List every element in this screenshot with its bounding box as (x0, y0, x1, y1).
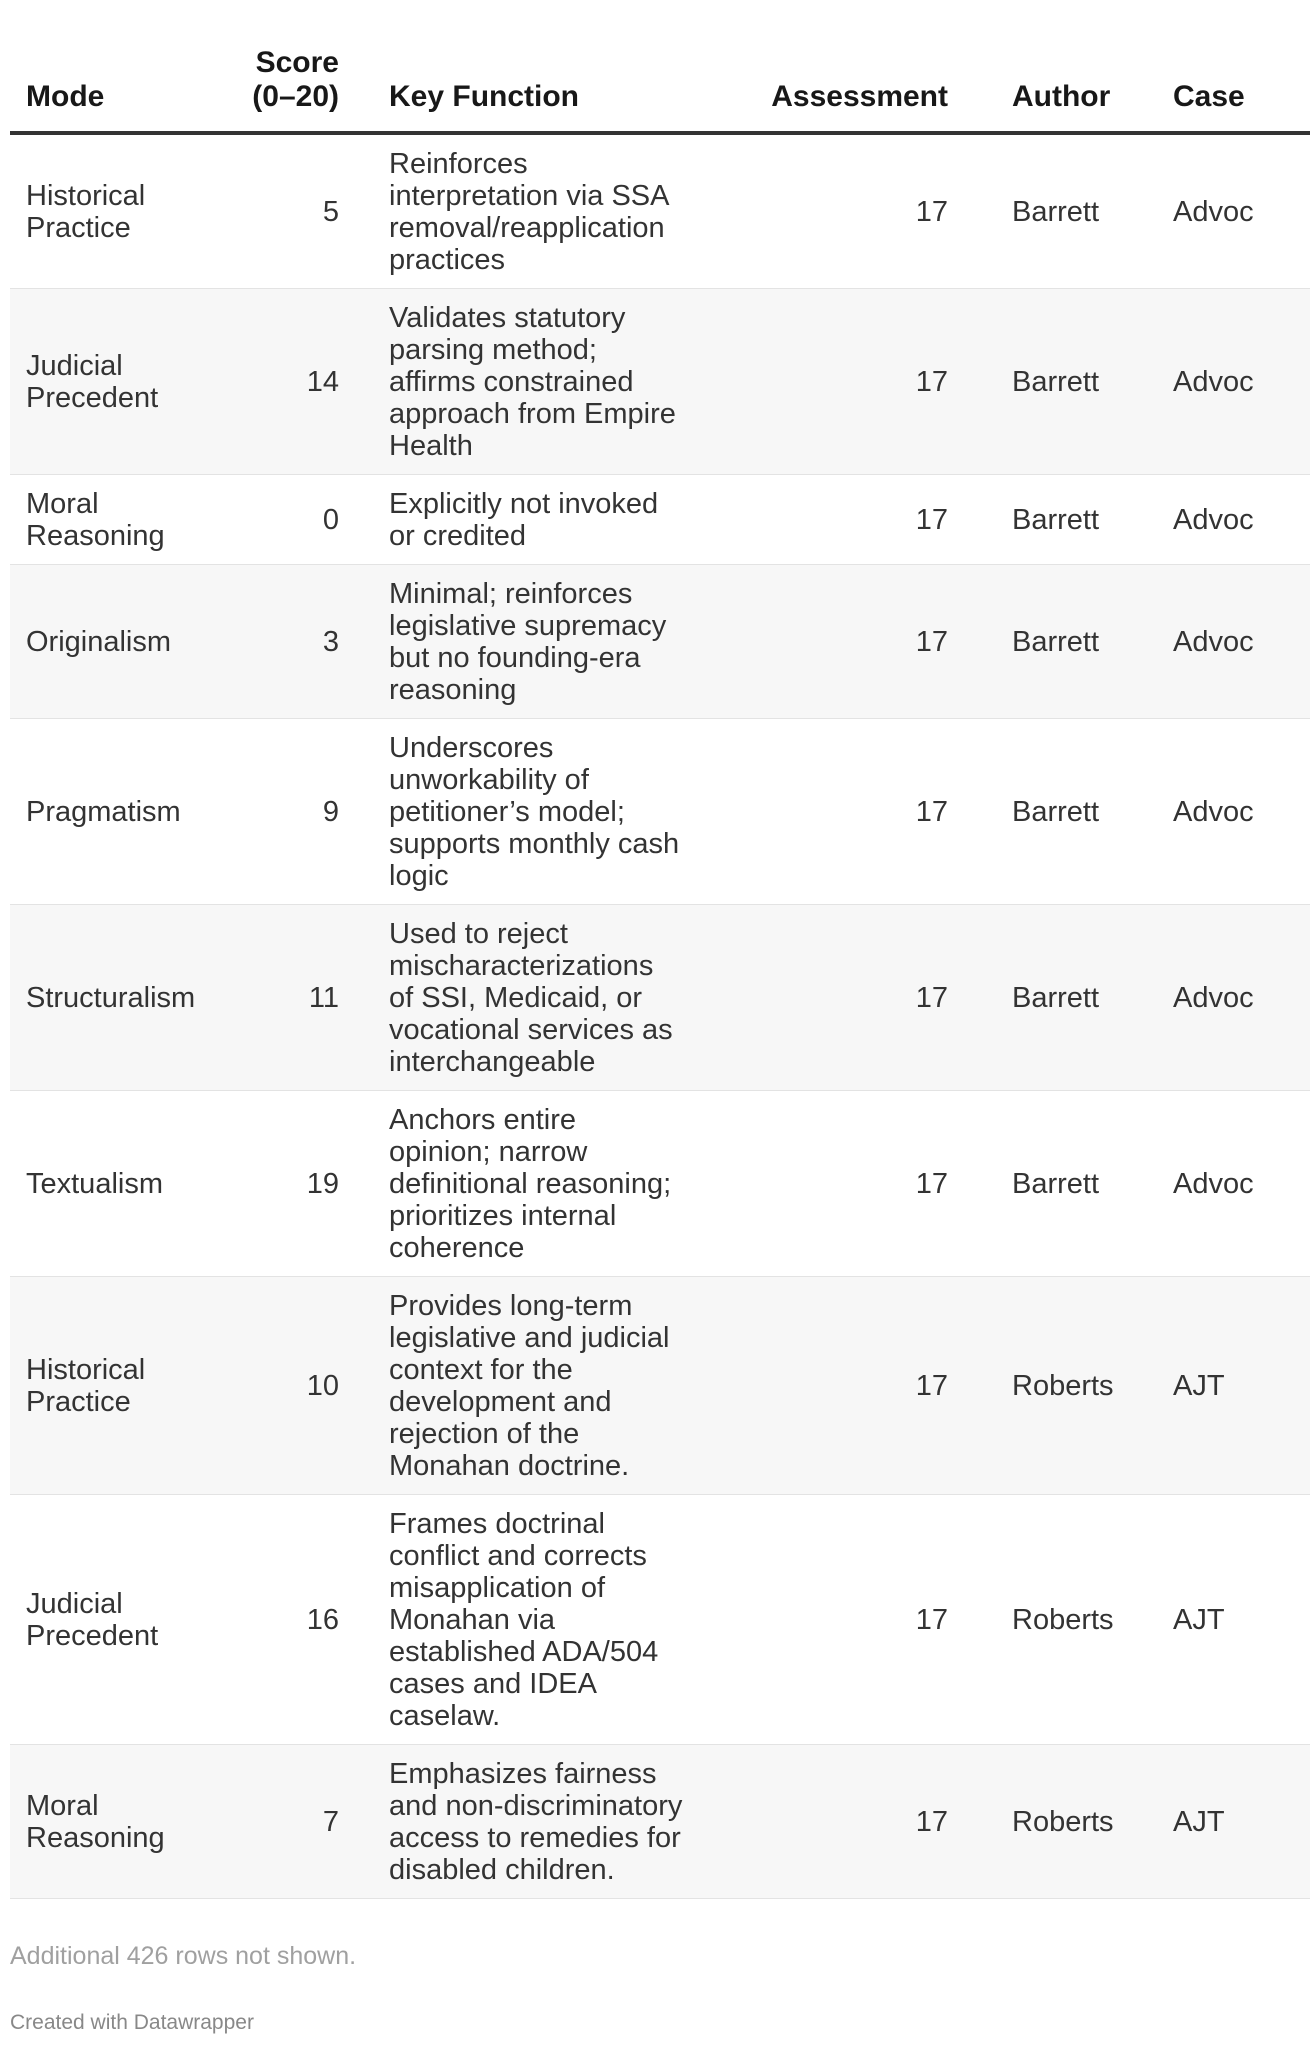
cell-key-function: Explicitly not invoked or credited (373, 475, 684, 565)
cell-author: Roberts (948, 1745, 1109, 1899)
cell-author: Roberts (948, 1277, 1109, 1495)
cell-assessment: 17 (684, 1745, 948, 1899)
cell-mode: Moral Reasoning (10, 1745, 229, 1899)
cell-case: Advoc (1109, 719, 1310, 905)
cell-mode: Judicial Precedent (10, 289, 229, 475)
table-row (10, 1495, 1310, 1745)
cell-key-function: Underscores unworkability of petitioner’s model; supports monthly cash logic (373, 719, 684, 905)
cell-author: Barrett (948, 719, 1109, 905)
cell-mode: Textualism (10, 1091, 229, 1277)
cell-score: 16 (229, 1495, 373, 1745)
cell-assessment: 17 (684, 475, 948, 565)
cell-key-function: Minimal; reinforces legislative supremacy but no founding-era reasoning (373, 565, 684, 719)
cell-key-function: Reinforces interpretation via SSA removal/reapplication practices (373, 133, 684, 289)
cell-mode: Moral Reasoning (10, 475, 229, 565)
cell-case: Advoc (1109, 1091, 1310, 1277)
cell-score: 9 (229, 719, 373, 905)
cell-score: 10 (229, 1277, 373, 1495)
cell-score: 7 (229, 1745, 373, 1899)
cell-score: 5 (229, 133, 373, 289)
table-row (10, 133, 1310, 289)
cell-author: Roberts (948, 1495, 1109, 1745)
cell-case: AJT (1109, 1495, 1310, 1745)
table-row (10, 719, 1310, 905)
header-score[interactable]: Score (0–20) (229, 0, 373, 133)
datawrapper-credit: Created with Datawrapper (10, 2011, 254, 2034)
table-row (10, 1745, 1310, 1899)
header-author[interactable]: Author (948, 0, 1109, 133)
cell-case: Advoc (1109, 905, 1310, 1091)
cell-case: AJT (1109, 1277, 1310, 1495)
cell-assessment: 17 (684, 1495, 948, 1745)
cell-author: Barrett (948, 133, 1109, 289)
cell-assessment: 17 (684, 1277, 948, 1495)
cell-case: Advoc (1109, 289, 1310, 475)
cell-assessment: 17 (684, 1091, 948, 1277)
cell-author: Barrett (948, 565, 1109, 719)
cell-mode: Judicial Precedent (10, 1495, 229, 1745)
cell-key-function: Frames doctrinal conflict and corrects misapplication of Monahan via established ADA/504 cases and IDEA caselaw. (373, 1495, 684, 1745)
cell-mode: Historical Practice (10, 1277, 229, 1495)
cell-key-function: Provides long-term legislative and judicial context for the development and rejection of the Monahan doctrine. (373, 1277, 684, 1495)
cell-case: AJT (1109, 1745, 1310, 1899)
table-row (10, 565, 1310, 719)
header-case[interactable]: Case (1109, 0, 1310, 133)
header-assessment[interactable]: Assessment (684, 0, 948, 133)
rows-not-shown-note: Additional 426 rows not shown. (10, 1942, 357, 1970)
cell-mode: Structuralism (10, 905, 229, 1091)
cell-assessment: 17 (684, 719, 948, 905)
table-body (10, 133, 1310, 1899)
cell-assessment: 17 (684, 133, 948, 289)
table-row (10, 905, 1310, 1091)
cell-score: 0 (229, 475, 373, 565)
table-row (10, 1277, 1310, 1495)
cell-key-function: Emphasizes fairness and non-discriminatory access to remedies for disabled children. (373, 1745, 684, 1899)
cell-mode: Originalism (10, 565, 229, 719)
header-mode[interactable]: Mode (10, 0, 229, 133)
cell-author: Barrett (948, 1091, 1109, 1277)
cell-key-function: Used to reject mischaracterizations of SSI, Medicaid, or vocational services as interchangeable (373, 905, 684, 1091)
cell-key-function: Anchors entire opinion; narrow definitional reasoning; prioritizes internal coherence (373, 1091, 684, 1277)
header-key-function[interactable]: Key Function (373, 0, 684, 133)
table-row (10, 289, 1310, 475)
cell-assessment: 17 (684, 905, 948, 1091)
cell-case: Advoc (1109, 133, 1310, 289)
cell-author: Barrett (948, 289, 1109, 475)
cell-author: Barrett (948, 905, 1109, 1091)
cell-score: 11 (229, 905, 373, 1091)
cell-score: 14 (229, 289, 373, 475)
cell-key-function: Validates statutory parsing method; affirms constrained approach from Empire Health (373, 289, 684, 475)
cell-author: Barrett (948, 475, 1109, 565)
table-row (10, 1091, 1310, 1277)
data-table (10, 0, 1310, 1899)
table-container (10, 0, 1254, 1924)
cell-mode: Pragmatism (10, 719, 229, 905)
cell-mode: Historical Practice (10, 133, 229, 289)
cell-score: 19 (229, 1091, 373, 1277)
cell-case: Advoc (1109, 475, 1310, 565)
table-row (10, 475, 1310, 565)
cell-score: 3 (229, 565, 373, 719)
header-row (10, 0, 1310, 133)
cell-case: Advoc (1109, 565, 1310, 719)
cell-assessment: 17 (684, 565, 948, 719)
cell-assessment: 17 (684, 289, 948, 475)
